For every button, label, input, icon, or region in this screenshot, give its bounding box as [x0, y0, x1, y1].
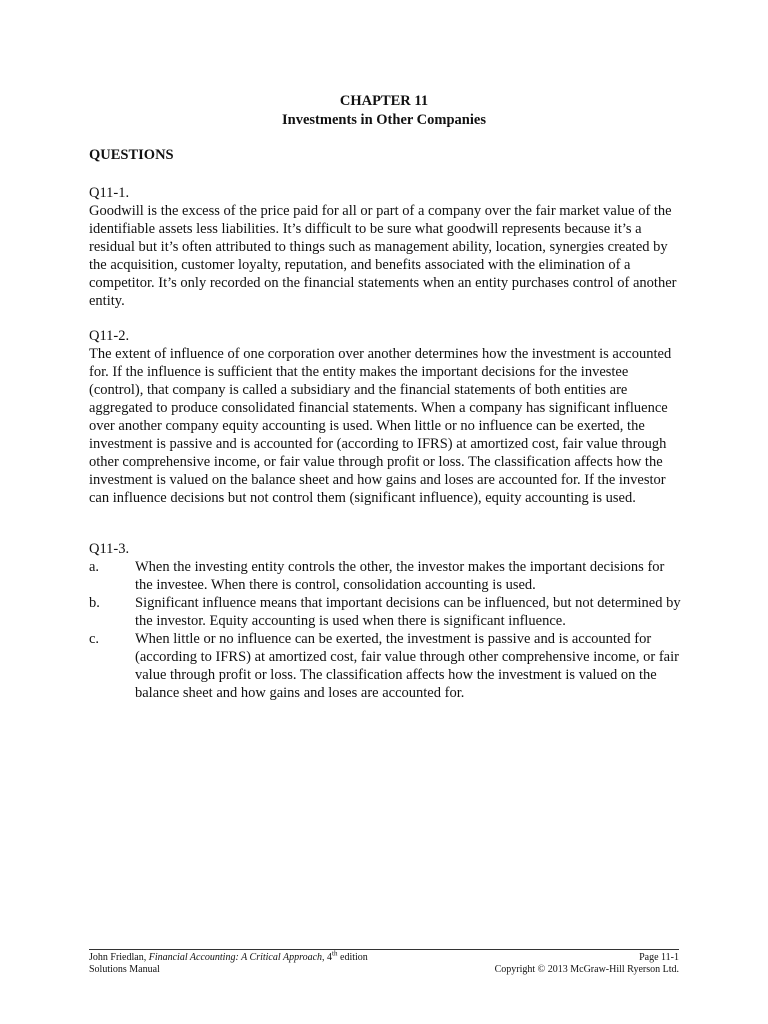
question-text: The extent of influence of one corporation over another determines how the investment is accounted for. If the influence is sufficient that the entity makes the important decisions for the investee (control), that company is called a subsidiary and the financial statements of both entities are aggregated to produce consolidated financial statements. When a company has significant influence over another company equity accounting is used. When little or no influence can be exerted, the investment is passive and is accounted for (according to IFRS) at amortized cost, fair value through other comprehensive income, or fair value through profit or loss. The classification affects how the investment is valued on the balance sheet and how gains and loses are accounted for. If the investor can influence decisions but not control them (significant influence), equity accounting is used. — [89, 346, 672, 506]
footer-copyright: Copyright © 2013 McGraw-Hill Ryerson Ltd. — [494, 964, 679, 975]
question-q11-1 — [89, 184, 681, 310]
footer-manual: Solutions Manual — [89, 964, 160, 975]
item-text: When the investing entity controls the other, the investor makes the important decisions for the investee. When there is control, consolidation accounting is used. — [135, 559, 665, 593]
list-item — [89, 558, 681, 594]
item-label: b. — [89, 595, 100, 611]
footer-book-title: Financial Accounting: A Critical Approach — [148, 952, 323, 963]
footer-edition-word: edition — [337, 952, 368, 963]
chapter-header — [89, 92, 679, 130]
section-heading: QUESTIONS — [89, 147, 174, 163]
document-page — [89, 0, 679, 1024]
question-q11-2 — [89, 327, 681, 507]
footer-author: John Friedlan, — [89, 952, 147, 963]
footer-edition-suffix: th — [332, 949, 338, 958]
question-label: Q11-1. — [89, 185, 130, 201]
list-item — [89, 594, 681, 630]
chapter-number: CHAPTER 11 — [339, 93, 429, 109]
list-item — [89, 630, 681, 702]
footer-page-number: Page 11-1 — [639, 952, 679, 963]
item-label: c. — [89, 631, 100, 647]
footer-citation — [89, 949, 368, 964]
question-text: Goodwill is the excess of the price paid for all or part of a company over the fair market value of the identifiable assets less liabilities. It’s difficult to be sure what goodwill represents because it’s a residual but it’s often attributed to things such as management ability, location, synergies created by the acquisition, customer loyalty, reputation, and benefits associated with the elimination of a competitor. It’s only recorded on the financial statements when an entity purchases control of another entity. — [89, 203, 677, 309]
item-text: Significant influence means that important decisions can be influenced, but not determined by the investor. Equity accounting is used when there is significant influence. — [135, 595, 681, 629]
item-text: When little or no influence can be exerted, the investment is passive and is accounted for (according to IFRS) at amortized cost, fair value through other comprehensive income, or fair value through profit or loss. The classification affects how the investment is valued on the balance sheet and how gains and loses are accounted for. — [135, 631, 679, 701]
question-label: Q11-3. — [89, 541, 130, 557]
chapter-title: Investments in Other Companies — [282, 112, 486, 128]
footer-edition-number: , 4 — [322, 952, 333, 963]
question-q11-3 — [89, 540, 681, 702]
item-label: a. — [89, 559, 100, 575]
page-footer — [89, 949, 679, 976]
question-label: Q11-2. — [89, 328, 130, 344]
